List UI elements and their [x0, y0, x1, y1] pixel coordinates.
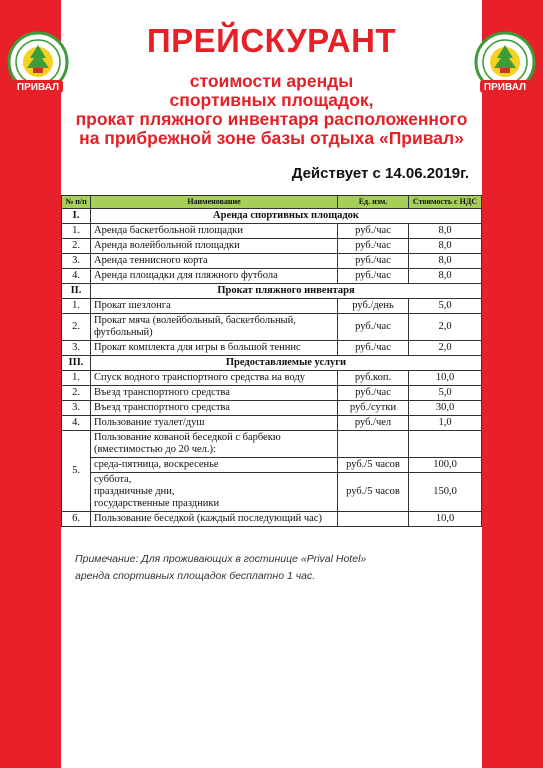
row-name: Прокат мяча (волейбольный, баскетбольный, футбольный)	[91, 314, 338, 341]
table-row	[62, 299, 482, 314]
row-price: 10,0	[409, 512, 482, 527]
row-num: 3.	[62, 341, 91, 356]
subtitle-line: на прибрежной зоне базы отдыха «Привал»	[79, 128, 464, 148]
effective-date: Действует с 14.06.2019г.	[291, 165, 469, 182]
table-header-row	[62, 196, 482, 209]
row-num: 1.	[62, 299, 91, 314]
header-unit: Ед. изм.	[338, 196, 409, 209]
row-name: Прокат шезлонга	[91, 299, 338, 314]
note	[75, 551, 475, 585]
row-unit: руб./час	[338, 386, 409, 401]
subrow-label	[91, 473, 338, 512]
section-row	[62, 209, 482, 224]
row-price: 2,0	[409, 314, 482, 341]
logo-text: ПРИВАЛ	[16, 82, 60, 93]
row-unit: руб.коп.	[338, 371, 409, 386]
table-row	[62, 269, 482, 284]
subrow-label-line: суббота,	[94, 474, 132, 485]
section-num: III.	[62, 356, 91, 371]
table-row	[62, 314, 482, 341]
row-num: 1.	[62, 371, 91, 386]
table-row	[62, 431, 482, 458]
row-name: Пользование беседкой (каждый последующий час)	[91, 512, 338, 527]
table-row	[62, 512, 482, 527]
row-num: 2.	[62, 314, 91, 341]
subtitle-line: стоимости аренды	[189, 71, 354, 91]
section-title: Предоставляемые услуги	[91, 356, 482, 371]
header-name: Наименование	[91, 196, 338, 209]
row-price: 1,0	[409, 416, 482, 431]
row-unit: руб./час	[338, 224, 409, 239]
row-unit: руб./сутки	[338, 401, 409, 416]
row-num: 3.	[62, 401, 91, 416]
table-row	[62, 401, 482, 416]
row-num: 3.	[62, 254, 91, 269]
row-price	[409, 431, 482, 458]
row-price: 30,0	[409, 401, 482, 416]
row-num: 1.	[62, 224, 91, 239]
page-subtitle	[40, 72, 503, 148]
row-num: 2.	[62, 386, 91, 401]
note-line: аренда спортивных площадок бесплатно 1 час.	[75, 570, 316, 582]
row-unit: руб./час	[338, 341, 409, 356]
section-num: I.	[62, 209, 91, 224]
row-price: 8,0	[409, 224, 482, 239]
row-price: 10,0	[409, 371, 482, 386]
table-subrow	[62, 473, 482, 512]
row-price: 8,0	[409, 239, 482, 254]
table-row	[62, 254, 482, 269]
header-num: № п/п	[62, 196, 91, 209]
table-row	[62, 371, 482, 386]
note-line: Примечание: Для проживающих в гостинице «Prival Hotel»	[75, 553, 367, 565]
subrow-label-line: государственные праздники	[94, 498, 220, 509]
subtitle-line: прокат пляжного инвентаря расположенного	[75, 109, 468, 129]
row-name: Пользование кованой беседкой с барбекю (вместимостью до 20 чел.):	[91, 431, 338, 458]
row-name: Аренда площадки для пляжного футбола	[91, 269, 338, 284]
row-unit: руб./час	[338, 254, 409, 269]
row-name: Въезд транспортного средства	[91, 401, 338, 416]
row-unit: руб./час	[338, 314, 409, 341]
row-price: 5,0	[409, 299, 482, 314]
section-row	[62, 356, 482, 371]
subtitle-line: спортивных площадок,	[169, 90, 374, 110]
section-row	[62, 284, 482, 299]
row-num: 4.	[62, 416, 91, 431]
row-name: Аренда теннисного корта	[91, 254, 338, 269]
row-name: Спуск водного транспортного средства на воду	[91, 371, 338, 386]
row-unit: руб./день	[338, 299, 409, 314]
row-price: 100,0	[409, 458, 482, 473]
table-row	[62, 386, 482, 401]
header-price: Стоимость с НДС	[409, 196, 482, 209]
row-unit: руб./час	[338, 239, 409, 254]
table-row	[62, 239, 482, 254]
table-subrow	[62, 458, 482, 473]
row-num: 2.	[62, 239, 91, 254]
row-num: 6.	[62, 512, 91, 527]
page-title: ПРЕЙСКУРАНТ	[146, 22, 397, 59]
row-unit: руб./час	[338, 269, 409, 284]
section-num: II.	[62, 284, 91, 299]
row-unit: руб./5 часов	[338, 473, 409, 512]
subrow-label: среда-пятница, воскресенье	[91, 458, 338, 473]
subrow-label-line: праздничные дни,	[94, 486, 175, 497]
section-title: Прокат пляжного инвентаря	[91, 284, 482, 299]
row-price: 2,0	[409, 341, 482, 356]
row-unit	[338, 512, 409, 527]
table-row	[62, 341, 482, 356]
row-name: Аренда волейбольной площадки	[91, 239, 338, 254]
logo-text: ПРИВАЛ	[483, 82, 527, 93]
row-unit	[338, 431, 409, 458]
row-name: Аренда баскетбольной площадки	[91, 224, 338, 239]
section-title: Аренда спортивных площадок	[91, 209, 482, 224]
row-price: 150,0	[409, 473, 482, 512]
row-unit: руб./чел	[338, 416, 409, 431]
table-row	[62, 224, 482, 239]
row-name: Прокат комплекта для игры в большой теннис	[91, 341, 338, 356]
table-row	[62, 416, 482, 431]
row-num: 5.	[62, 431, 91, 512]
row-price: 5,0	[409, 386, 482, 401]
row-price: 8,0	[409, 254, 482, 269]
price-table	[61, 195, 482, 527]
row-unit: руб./5 часов	[338, 458, 409, 473]
row-num: 4.	[62, 269, 91, 284]
row-price: 8,0	[409, 269, 482, 284]
row-name: Въезд транспортного средства	[91, 386, 338, 401]
row-name: Пользование туалет/душ	[91, 416, 338, 431]
